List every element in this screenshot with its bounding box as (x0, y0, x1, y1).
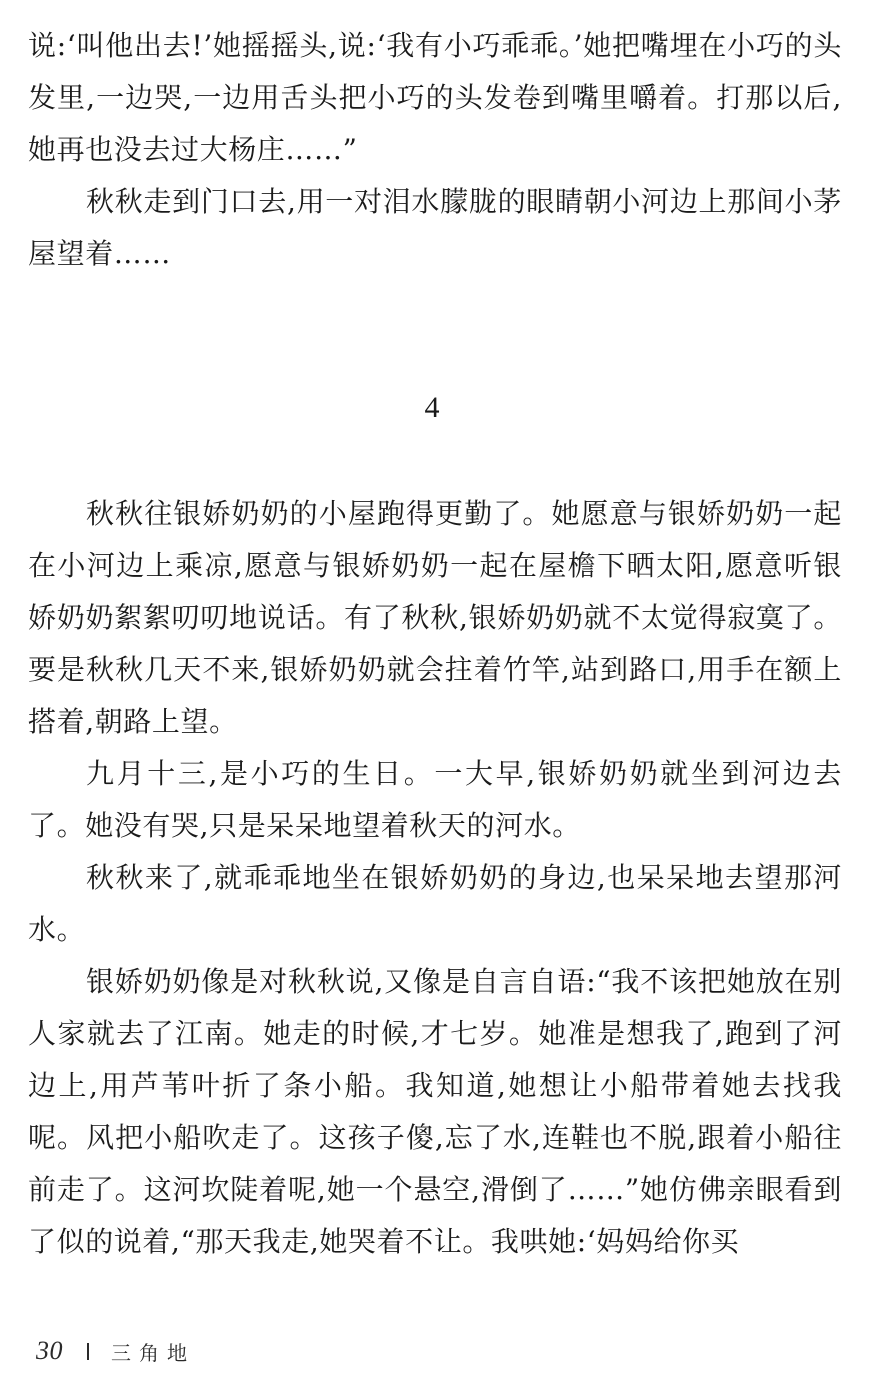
paragraph: 秋秋来了,就乖乖地坐在银娇奶奶的身边,也呆呆地去望那河水。 (28, 861, 842, 946)
paragraph: 银娇奶奶像是对秋秋说,又像是自言自语:“我不该把她放在别人家就去了江南。她走的时候,才七岁。她准是想我了,跑到了河边上,用芦苇叶折了条小船。我知道,她想让小船带着她去找我呢。风把小船吹走了。这孩子傻,忘了水,连鞋也不脱,跟着小船往前走了。这河坎陡着呢,她一个悬空,滑倒了……”她仿佛亲眼看到了似的说着,“那天我走,她哭着不让。我哄她:‘妈妈给你买 (28, 965, 842, 1258)
paragraph: 说:‘叫他出去!’她摇摇头,说:‘我有小巧乖乖。’她把嘴埋在小巧的头发里,一边哭,一边用舌头把小巧的头发卷到嘴里嚼着。打那以后,她再也没去过大杨庄……” (28, 29, 842, 166)
page-footer (36, 1333, 195, 1369)
paragraph: 九月十三,是小巧的生日。一大早,银娇奶奶就坐到河边去了。她没有哭,只是呆呆地望着秋天的河水。 (28, 757, 842, 842)
footer-divider (87, 1343, 89, 1360)
book-title: 三角地 (111, 1340, 195, 1365)
paragraph: 秋秋往银娇奶奶的小屋跑得更勤了。她愿意与银娇奶奶一起在小河边上乘凉,愿意与银娇奶奶一起在屋檐下晒太阳,愿意听银娇奶奶絮絮叨叨地说话。有了秋秋,银娇奶奶就不太觉得寂寞了。要是秋秋几天不来,银娇奶奶就会拄着竹竿,站到路口,用手在额上搭着,朝路上望。 (28, 497, 842, 738)
top-text-block (28, 20, 842, 280)
section-number: 4 (424, 391, 440, 424)
main-text-block (28, 488, 842, 1268)
paragraph: 秋秋走到门口去,用一对泪水朦胧的眼睛朝小河边上那间小茅屋望着…… (28, 185, 842, 270)
page-number: 30 (36, 1336, 63, 1365)
